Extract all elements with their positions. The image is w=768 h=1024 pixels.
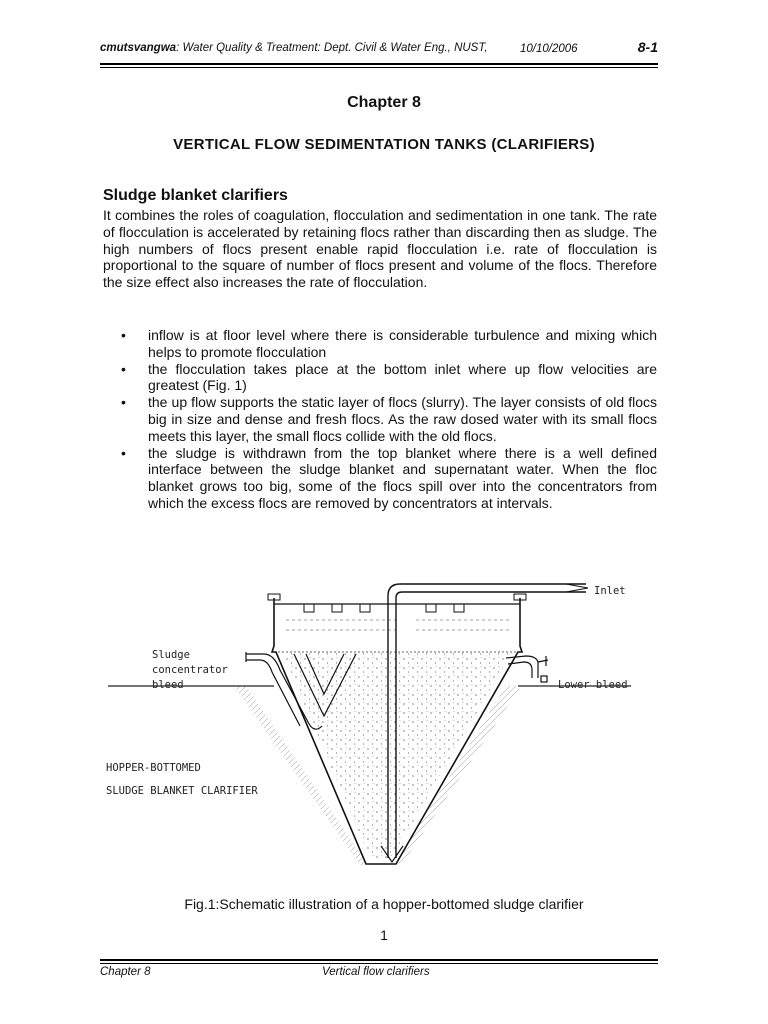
page-footer [100,966,658,978]
header-course: : Water Quality & Treatment: Dept. Civil & Water Eng., NUST, [176,42,488,54]
main-title: VERTICAL FLOW SEDIMENTATION TANKS (CLARIFIERS) [173,136,595,153]
page-number: 1 [380,927,388,943]
bullet-item [103,327,657,361]
chapter-title: Chapter 8 [347,94,421,111]
lower-bleed-pipe [506,656,548,682]
figure-title-line1: HOPPER-BOTTOMED [106,762,201,774]
bullet-symbol: • [121,327,126,343]
bullet-text: the flocculation takes place at the bottom inlet where up flow velocities are greatest (Fig. 1) [148,360,657,394]
section-heading: Sludge blanket clarifiers [103,187,288,204]
header-author: cmutsvangwa [100,42,177,54]
bullet-item [103,445,657,512]
page-header [100,39,658,62]
header-rule [100,63,658,68]
bullet-text: the up flow supports the static layer of flocs (slurry). The layer consists of old flocs big in size and dense and fresh flocs. As the raw dosed water with its small flocs meets this layer, the small flocs collide with the old flocs. [148,394,657,444]
bullet-symbol: • [121,360,126,377]
clarifier-figure [96,566,656,882]
bullet-text: inflow is at floor level where there is considerable turbulence and mixing which helps to promote flocculation [148,327,657,360]
label-sludge-3: bleed [152,679,184,691]
footer-left: Chapter 8 [100,966,151,978]
figure-title-line2: SLUDGE BLANKET CLARIFIER [106,785,258,797]
bullet-text: the sludge is withdrawn from the top blanket where there is a well defined interface between the sludge blanket and supernatant water. When the floc blanket grows too big, some of the flocs spill over into the concentrators from which the excess flocs are removed by concentrators at intervals. [148,444,657,511]
label-sludge-1: Sludge [152,649,190,661]
header-page-label [638,39,658,55]
intro-paragraph: It combines the roles of coagulation, flocculation and sedimentation in one tank. The rate of flocculation is accelerated by retaining flocs rather than discarding then as sludge. The high numbers of flocs present enable rapid flocculation i.e. rate of flocculation is proportional to the square of number of flocs present and volume of the flocs. Therefore the size effect also increases the rate of flocculation. [103,207,657,291]
label-sludge-2: concentrator [152,664,228,676]
header-page-prefix: 8- [637,39,651,55]
bullet-symbol: • [121,394,126,411]
footer-right: Vertical flow clarifiers [322,966,430,978]
bullet-item [103,361,657,395]
label-inlet: Inlet [594,585,626,597]
figure-caption: Fig.1:Schematic illustration of a hopper-bottomed sludge clarifier [184,896,584,912]
footer-rule [100,959,658,964]
bullet-item [103,394,657,444]
header-date: 10/10/2006 [520,43,578,55]
bullet-symbol: • [121,444,126,461]
bullet-list [103,327,657,512]
header-page-num: 1 [650,39,658,55]
label-lower-bleed: Lower bleed [558,679,628,691]
launder-notches [304,604,464,612]
